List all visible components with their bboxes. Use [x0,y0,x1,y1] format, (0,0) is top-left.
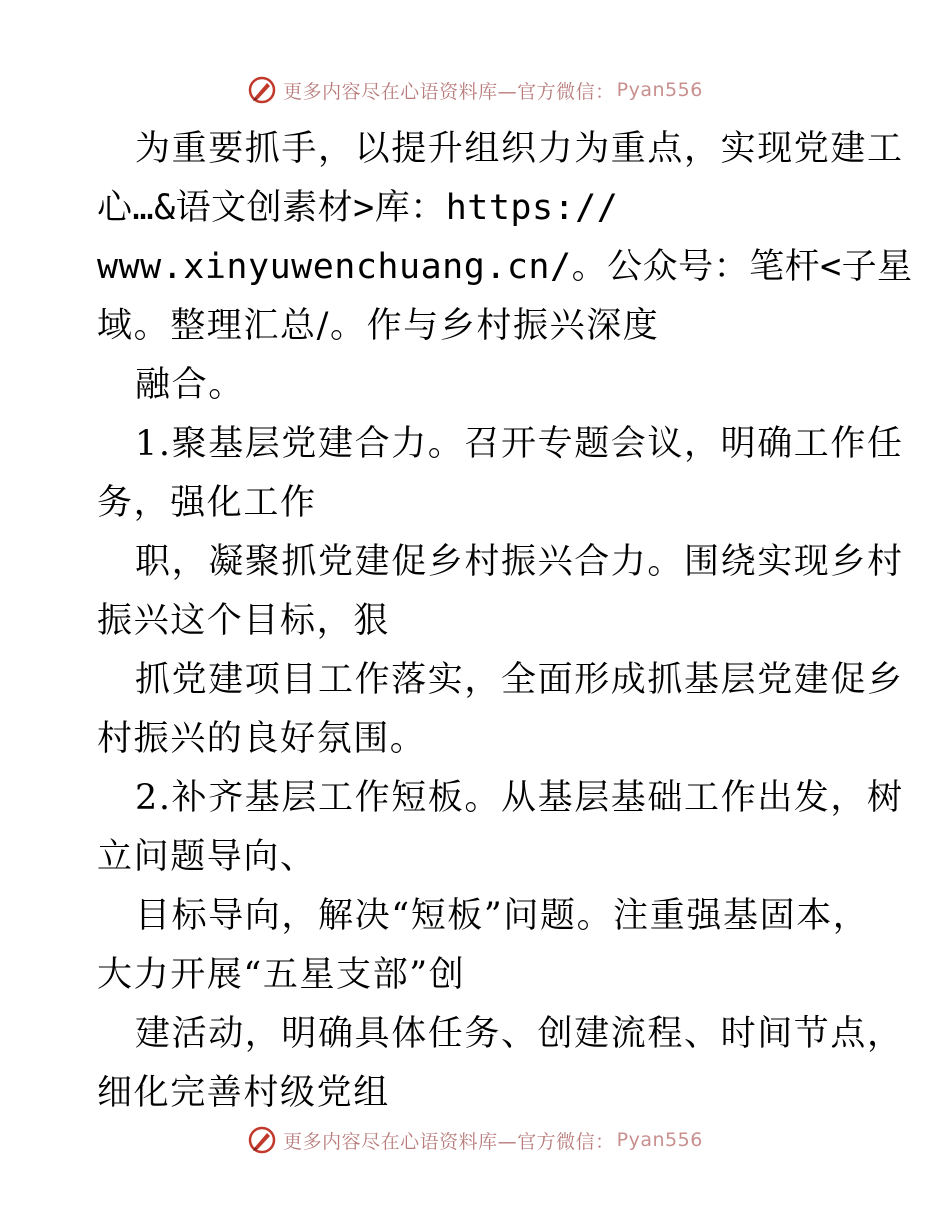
text-line: 域。整理汇总/。作与乡村振兴深度 [97,306,660,346]
watermark-text: 更多内容尽在心语资料库—官方微信： [283,1130,615,1153]
text-line: 大力开展“五星支部”创 [97,955,466,995]
text-line: 务，强化工作 [97,483,317,523]
text-line: 抓党建项目工作落实，全面形成抓基层党建促乡 [135,660,904,700]
text-line: 建活动，明确具体任务、创建流程、时间节点， [135,1014,904,1054]
watermark-handle: Pyan556 [616,1129,703,1151]
watermark-text: 更多内容尽在心语资料库—官方微信： [283,80,615,103]
text-line: 1.聚基层党建合力。召开专题会议，明确工作任 [135,424,904,464]
watermark-handle: Pyan556 [616,79,703,101]
document-body [97,120,913,1123]
text-line: 细化完善村级党组 [97,1073,390,1113]
quill-pen-logo-icon [247,75,277,105]
text-line: 目标导向，解决“短板”问题。注重强基固本， [135,896,870,936]
text-line: 心…&语文创素材>库：https:// [97,188,619,228]
text-line: 村振兴的良好氛围。 [97,719,427,759]
text-line: www.xinyuwenchuang.cn/。公众号：笔杆<子星 [97,247,913,287]
text-line: 职，凝聚抓党建促乡村振兴合力。围绕实现乡村 [135,542,904,582]
text-line: 立问题导向、 [97,837,317,877]
text-line: 振兴这个目标，狠 [97,601,390,641]
text-line: 融合。 [135,365,245,405]
text-line: 2.补齐基层工作短板。从基层基础工作出发，树 [135,778,904,818]
header-watermark [0,70,950,110]
footer-watermark [0,1120,950,1160]
text-line: 为重要抓手，以提升组织力为重点，实现党建工 [135,129,904,169]
quill-pen-logo-icon [247,1125,277,1155]
